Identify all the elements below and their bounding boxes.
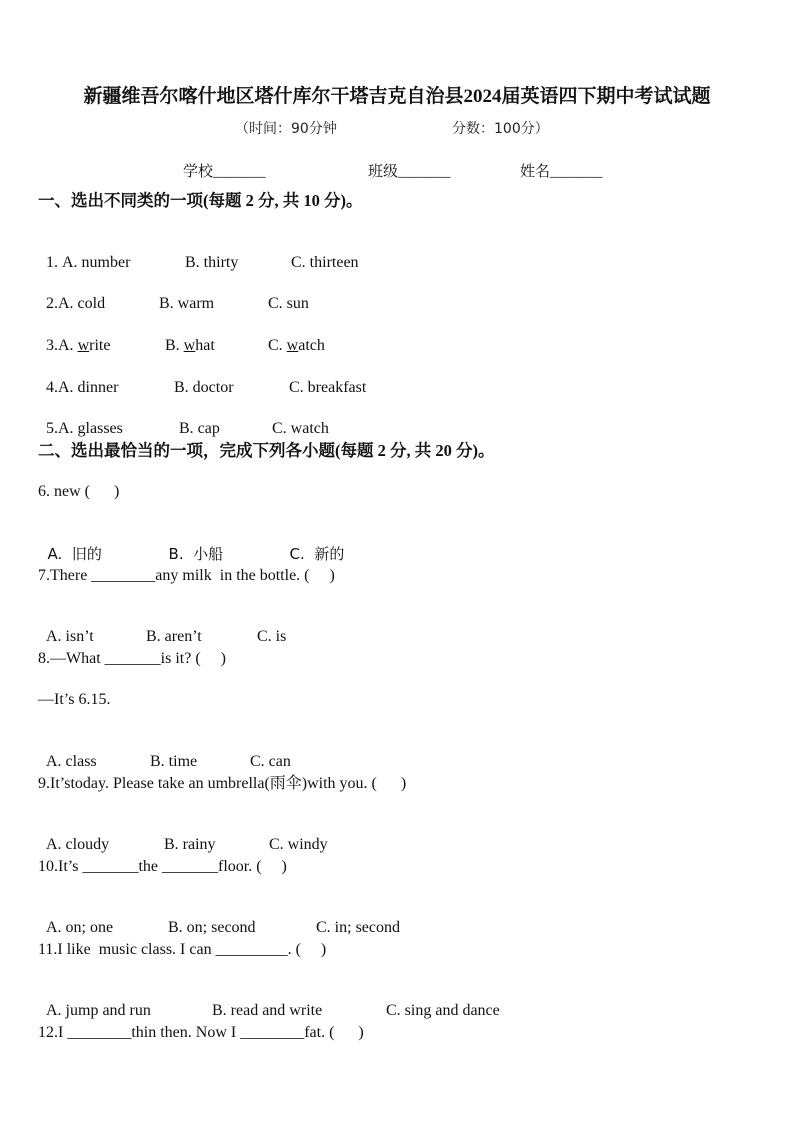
q9-option-b[interactable]: B. rainy	[164, 836, 216, 853]
class-field[interactable]: 班级_______	[368, 164, 451, 180]
school-field[interactable]: 学校_______	[183, 164, 266, 180]
q2-number: 2.	[46, 295, 58, 312]
q10-options	[38, 898, 400, 938]
q5-option-b[interactable]: B. cap	[179, 420, 220, 437]
q1-option-b[interactable]: B. thirty	[185, 254, 239, 271]
q7-options	[38, 607, 286, 647]
q3-b-underlined: w	[183, 337, 196, 354]
q2-option-c[interactable]: C. sun	[268, 295, 309, 312]
q8-options	[38, 732, 291, 772]
q3-a-rest: rite	[89, 337, 111, 354]
section1-heading: 一、选出不同类的一项(每题 2 分, 共 10 分)。	[38, 191, 363, 210]
q11-option-c[interactable]: C. sing and dance	[386, 1002, 500, 1019]
q10-option-c[interactable]: C. in; second	[316, 919, 400, 936]
question-4	[38, 358, 366, 398]
q5-option-a[interactable]: A. glasses	[58, 420, 123, 437]
q12-stem: 12.I ________thin then. Now I ________fat. ( )	[38, 1024, 364, 1041]
exam-title: 新疆维吾尔喀什地区塔什库尔干塔吉克自治县2024届英语四下期中考试试题	[83, 86, 711, 107]
q6-options	[38, 524, 344, 564]
question-3	[38, 316, 325, 356]
q5-number: 5.	[46, 420, 58, 437]
q11-option-b[interactable]: B. read and write	[212, 1002, 323, 1019]
q2-option-b[interactable]: B. warm	[159, 295, 215, 312]
q3-c-rest: atch	[298, 337, 325, 354]
exam-time: （时间：90分钟	[235, 121, 337, 137]
q7-option-c[interactable]: C. is	[257, 628, 287, 645]
q3-b-rest: hat	[195, 337, 215, 354]
q4-option-b[interactable]: B. doctor	[174, 379, 234, 396]
q4-number: 4.	[46, 379, 58, 396]
q3-b-prefix: B.	[165, 337, 184, 354]
q7-option-b[interactable]: B. aren’t	[146, 628, 202, 645]
q3-option-a[interactable]	[58, 336, 165, 356]
q6-option-b[interactable]: B. 小船	[168, 545, 224, 563]
q8-option-a[interactable]: A. class	[46, 753, 97, 770]
q7-option-a[interactable]: A. isn’t	[46, 628, 94, 645]
q11-options	[38, 981, 500, 1021]
name-field[interactable]: 姓名_______	[520, 164, 603, 180]
q3-a-underlined: w	[77, 337, 90, 354]
question-2	[38, 274, 309, 314]
exam-score: 分数：100分）	[452, 121, 549, 137]
q4-option-c[interactable]: C. breakfast	[289, 379, 367, 396]
q4-option-a[interactable]: A. dinner	[58, 379, 119, 396]
q3-a-prefix: A.	[58, 337, 78, 354]
q8-option-c[interactable]: C. can	[250, 753, 291, 770]
q2-option-a[interactable]: A. cold	[58, 295, 106, 312]
q6-stem: 6. new ( )	[38, 483, 120, 500]
q10-stem: 10.It’s _______the _______floor. ( )	[38, 858, 287, 875]
q11-option-a[interactable]: A. jump and run	[46, 1002, 151, 1019]
q9-option-a[interactable]: A. cloudy	[46, 836, 110, 853]
q9-options	[38, 815, 328, 855]
q6-option-c[interactable]: C. 新的	[289, 545, 345, 563]
q3-option-b[interactable]	[165, 336, 268, 356]
q3-option-c[interactable]	[268, 336, 325, 356]
q8-option-b[interactable]: B. time	[150, 753, 198, 770]
q5-option-c[interactable]: C. watch	[272, 420, 329, 437]
q9-stem: 9.It’stoday. Please take an umbrella(雨伞)with you. ( )	[38, 775, 407, 792]
q8-reply: —It’s 6.15.	[38, 691, 111, 708]
q7-stem: 7.There ________any milk in the bottle. ( )	[38, 567, 335, 584]
q9-option-c[interactable]: C. windy	[269, 836, 328, 853]
q11-stem: 11.I like music class. I can _________. ( )	[38, 941, 327, 958]
q10-option-a[interactable]: A. on; one	[46, 919, 114, 936]
q1-option-c[interactable]: C. thirteen	[291, 254, 359, 271]
q8-stem: 8.—What _______is it? ( )	[38, 650, 226, 667]
q10-option-b[interactable]: B. on; second	[168, 919, 256, 936]
q3-c-underlined: w	[286, 337, 299, 354]
question-1	[38, 233, 359, 273]
q1-number: 1.	[46, 254, 62, 271]
q3-number: 3.	[46, 337, 58, 354]
question-5	[38, 399, 329, 439]
q1-option-a[interactable]: A. number	[62, 254, 131, 271]
q3-c-prefix: C.	[268, 337, 287, 354]
section2-heading: 二、选出最恰当的一项，完成下列各小题(每题 2 分, 共 20 分)。	[38, 441, 495, 460]
q6-option-a[interactable]: A. 旧的	[47, 545, 102, 563]
